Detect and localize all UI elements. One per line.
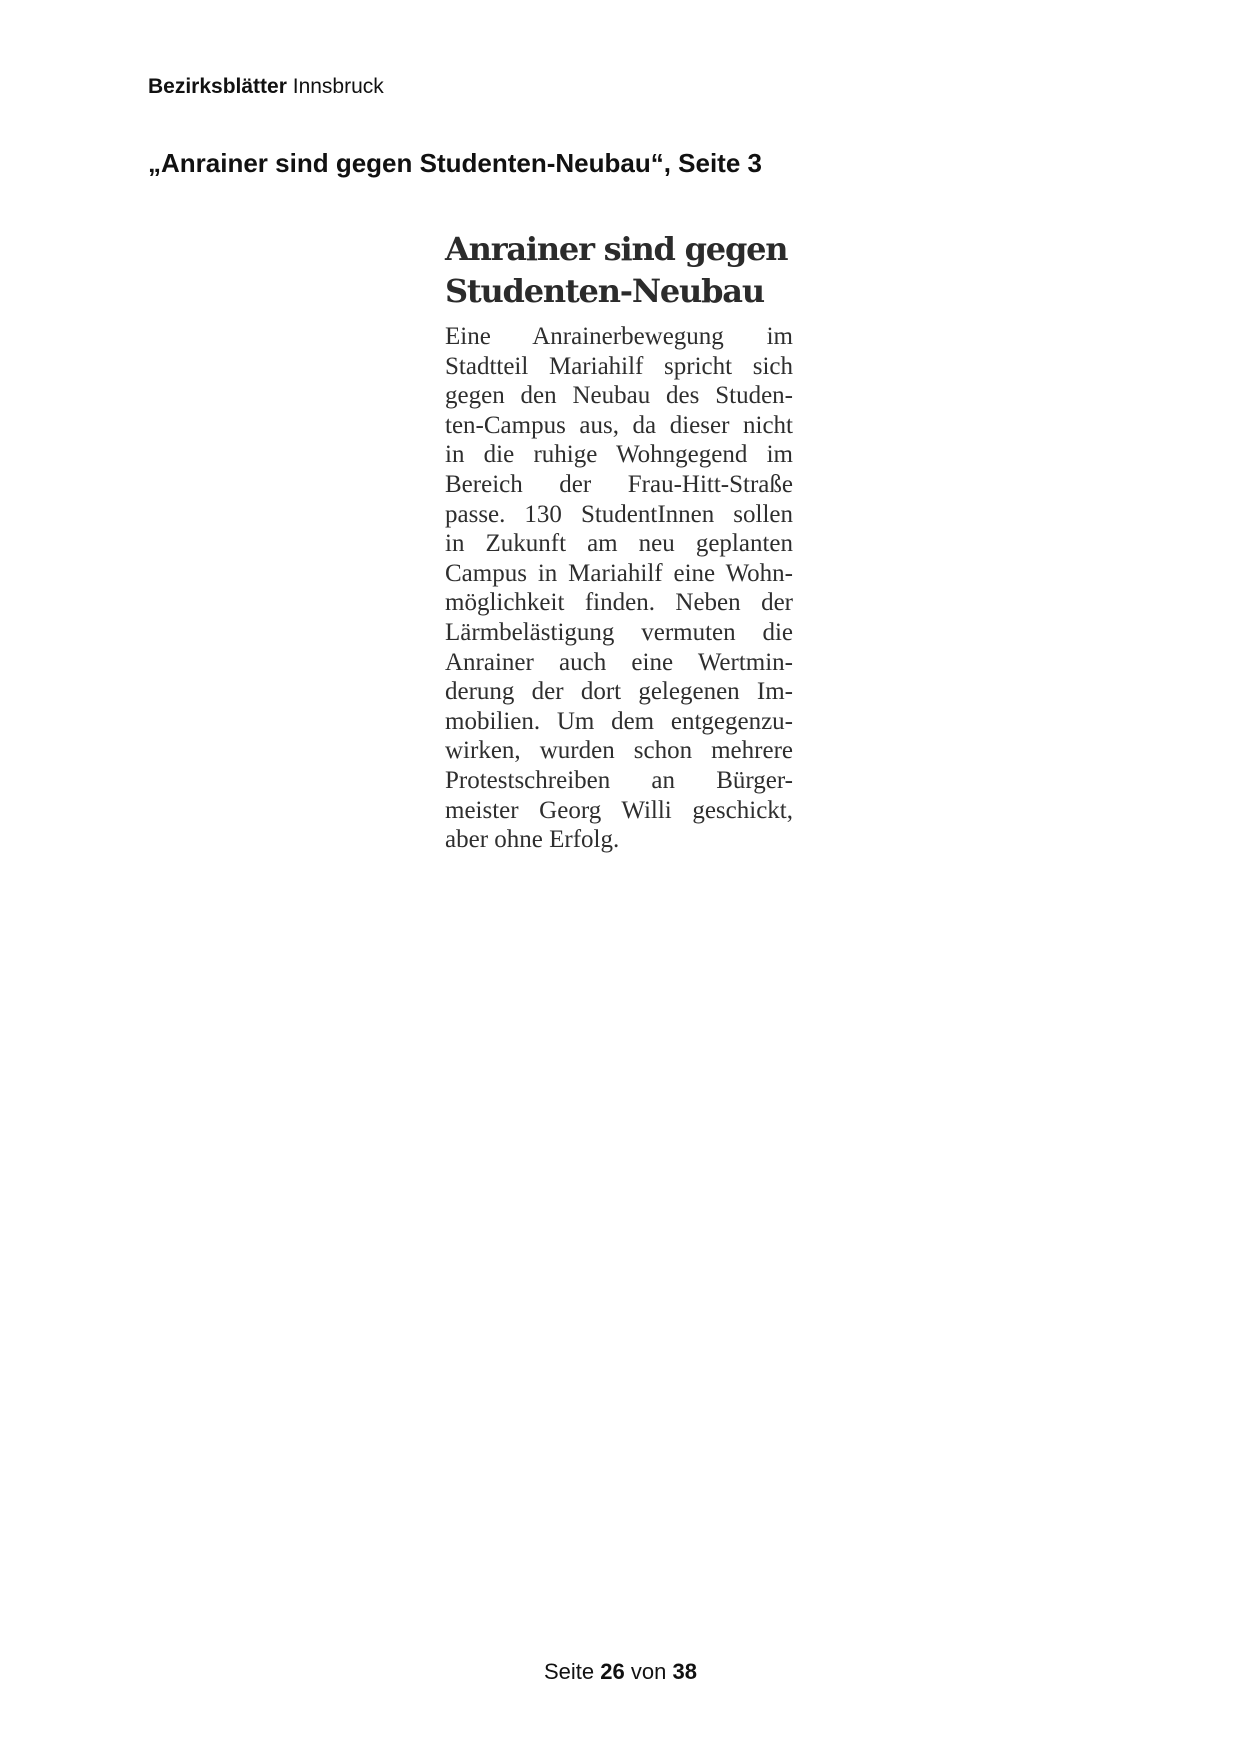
page-footer: [0, 1658, 1241, 1686]
clipping-headline-line: Studenten-Neubau: [445, 272, 764, 310]
clipping-headline-line: Anrainer sind gegen: [445, 230, 788, 268]
clipping-body-line: Anrainer auch eine Wertmin-: [445, 648, 793, 676]
publication-region: Innsbruck: [292, 75, 384, 98]
total-pages-number: 38: [672, 1659, 697, 1684]
clipping-body: [445, 322, 793, 855]
newspaper-clipping: [445, 228, 793, 855]
publication-name: Bezirksblätter: [148, 75, 287, 98]
clipping-body-line: gegen den Neubau des Studen-: [445, 382, 793, 410]
clipping-body-line: Campus in Mariahilf eine Wohn-: [445, 559, 793, 587]
clipping-body-line: möglichkeit finden. Neben der: [445, 589, 793, 617]
document-title: „Anrainer sind gegen Studenten-Neubau“, Seite 3: [148, 148, 762, 178]
clipping-body-line: meister Georg Willi geschickt,: [445, 796, 793, 824]
clipping-body-line: mobilien. Um dem entgegenzu-: [445, 707, 793, 735]
clipping-body-line: ten-Campus aus, da dieser nicht: [445, 411, 793, 439]
clipping-body-line: wirken, wurden schon mehrere: [445, 737, 793, 765]
clipping-headline: [445, 228, 793, 312]
of-label: von: [630, 1659, 667, 1684]
clipping-body-line: Bereich der Frau-Hitt-Straße: [445, 470, 793, 498]
clipping-body-line: Eine Anrainerbewegung im: [445, 323, 793, 350]
clipping-body-line: aber ohne Erfolg.: [445, 826, 620, 854]
current-page-number: 26: [600, 1659, 625, 1684]
clipping-body-line: Protestschreiben an Bürger-: [445, 766, 793, 794]
clipping-body-line: passe. 130 StudentInnen sollen: [445, 500, 793, 528]
clipping-body-line: derung der dort gelegenen Im-: [445, 678, 793, 706]
clipping-body-line: in Zukunft am neu geplanten: [445, 530, 793, 558]
clipping-body-line: Lärmbelästigung vermuten die: [445, 618, 793, 646]
clipping-body-line: Stadtteil Mariahilf spricht sich: [445, 352, 793, 380]
clipping-body-line: in die ruhige Wohngegend im: [445, 441, 793, 469]
publication-header: [148, 74, 384, 100]
page-label: Seite: [544, 1659, 595, 1684]
